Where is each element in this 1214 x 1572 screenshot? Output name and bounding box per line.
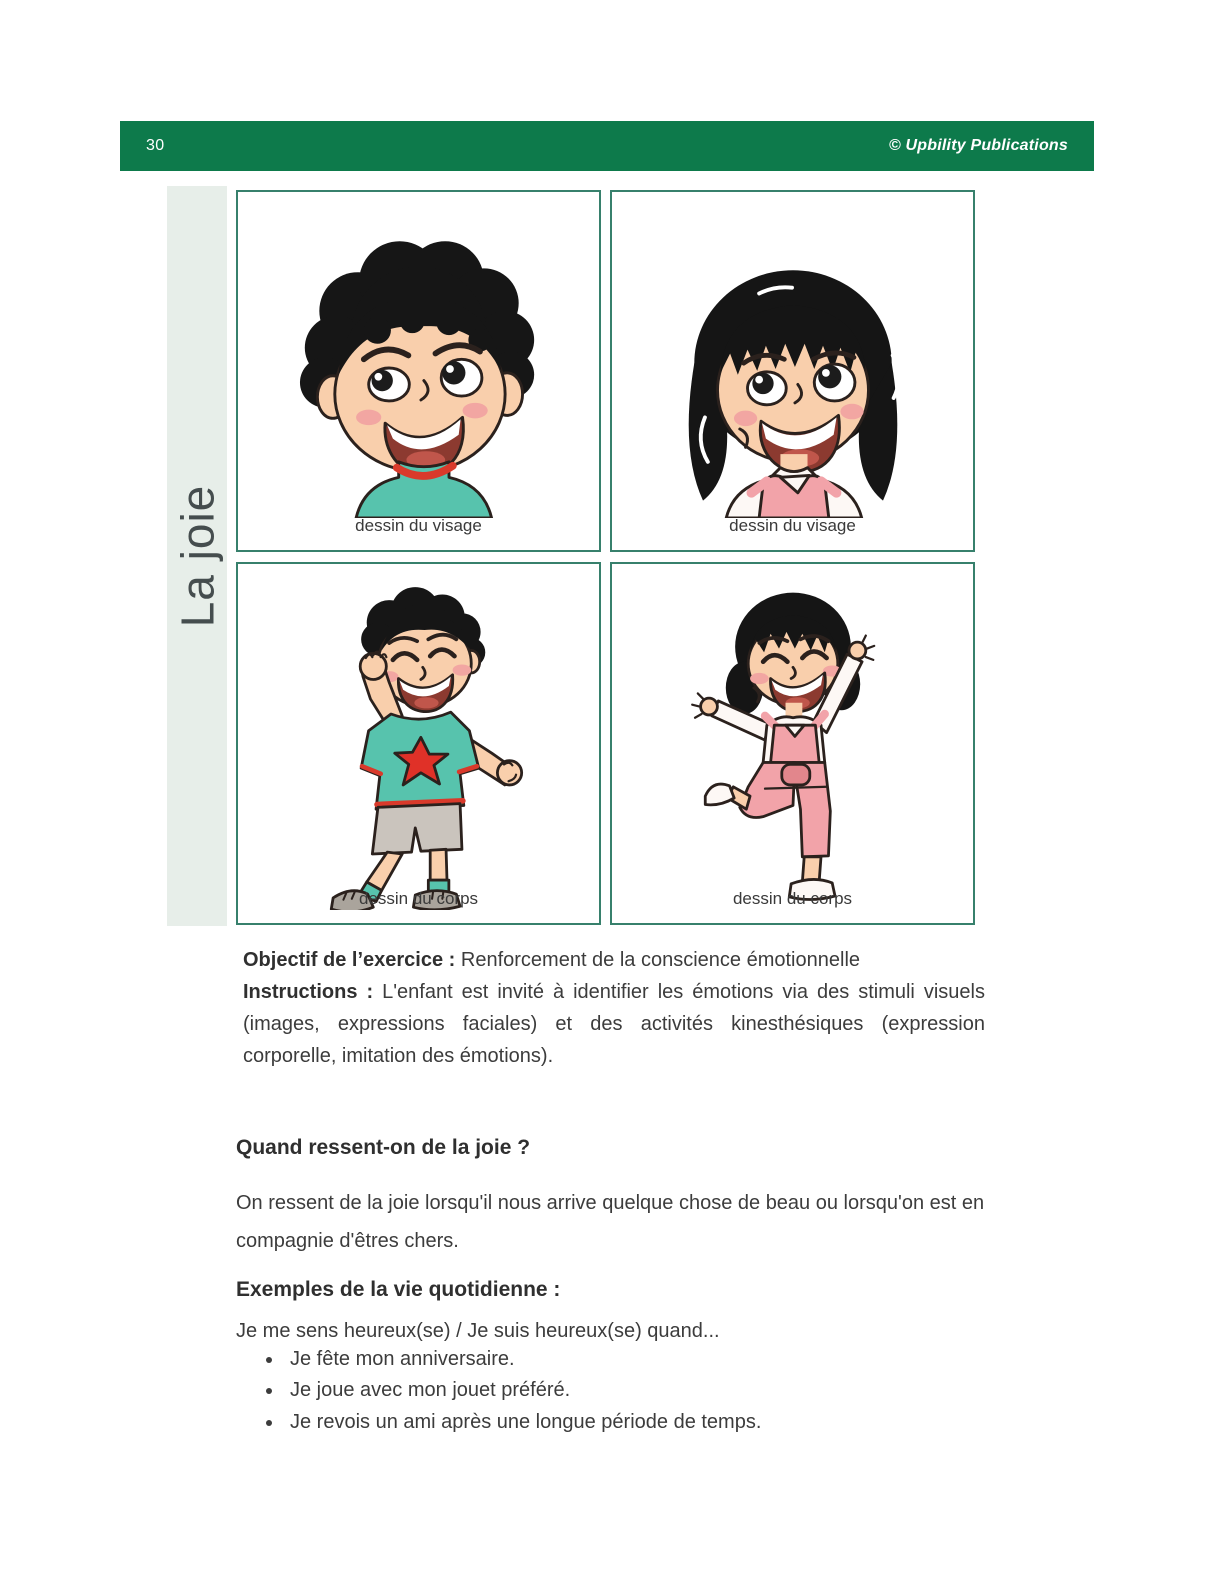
objective-line — [243, 944, 985, 976]
card-boy-body — [236, 562, 601, 925]
emotion-title: La joie — [171, 484, 223, 628]
examples-list — [236, 1344, 1044, 1438]
card-girl-face — [610, 190, 975, 552]
card-caption: dessin du visage — [729, 516, 856, 535]
instructions-text: L'enfant est invité à identifier les émotions via des stimuli visuels (images, expressions faciales) et des activités kinesthésiques (expression corporelle, imitation des émotions). — [243, 981, 985, 1067]
exercise-description — [243, 944, 985, 1072]
card-caption: dessin du corps — [732, 889, 853, 908]
instructions-line — [243, 976, 985, 1072]
objective-label: Objectif de l’exercice : — [243, 949, 456, 971]
happy-boy-body-illustration — [269, 574, 569, 910]
examples-heading: Exemples de la vie quotidienne : — [236, 1278, 561, 1301]
illustration-card-grid — [236, 190, 975, 925]
emotion-sidebar-strip — [167, 186, 227, 926]
example-item: • Je fête mon anniversaire. — [284, 1344, 1044, 1375]
page-header-bar — [120, 121, 1094, 171]
card-caption: dessin du visage — [355, 516, 482, 535]
card-boy-face — [236, 190, 601, 552]
example-item: • Je joue avec mon jouet préféré. — [284, 1375, 1044, 1406]
question-heading: Quand ressent-on de la joie ? — [236, 1136, 531, 1159]
objective-text: Renforcement de la conscience émotionnelle — [455, 949, 861, 971]
instructions-label: Instructions : — [243, 981, 374, 1003]
answer-paragraph: On ressent de la joie lorsqu'il nous arrive quelque chose de beau ou lorsqu'on est en compagnie d'êtres chers. — [236, 1192, 985, 1252]
happy-girl-face-illustration — [643, 218, 943, 518]
card-caption: dessin du corps — [358, 889, 479, 908]
example-item: • Je revois un ami après une longue période de temps. — [284, 1407, 1044, 1438]
examples-intro: Je me sens heureux(se) / Je suis heureux(se) quand... — [236, 1320, 720, 1342]
publisher-credit: © Upbility Publications — [888, 137, 1068, 154]
card-girl-body — [610, 562, 975, 925]
page-number: 30 — [146, 137, 165, 154]
happy-girl-body-illustration — [643, 574, 943, 910]
happy-boy-face-illustration — [269, 218, 569, 518]
